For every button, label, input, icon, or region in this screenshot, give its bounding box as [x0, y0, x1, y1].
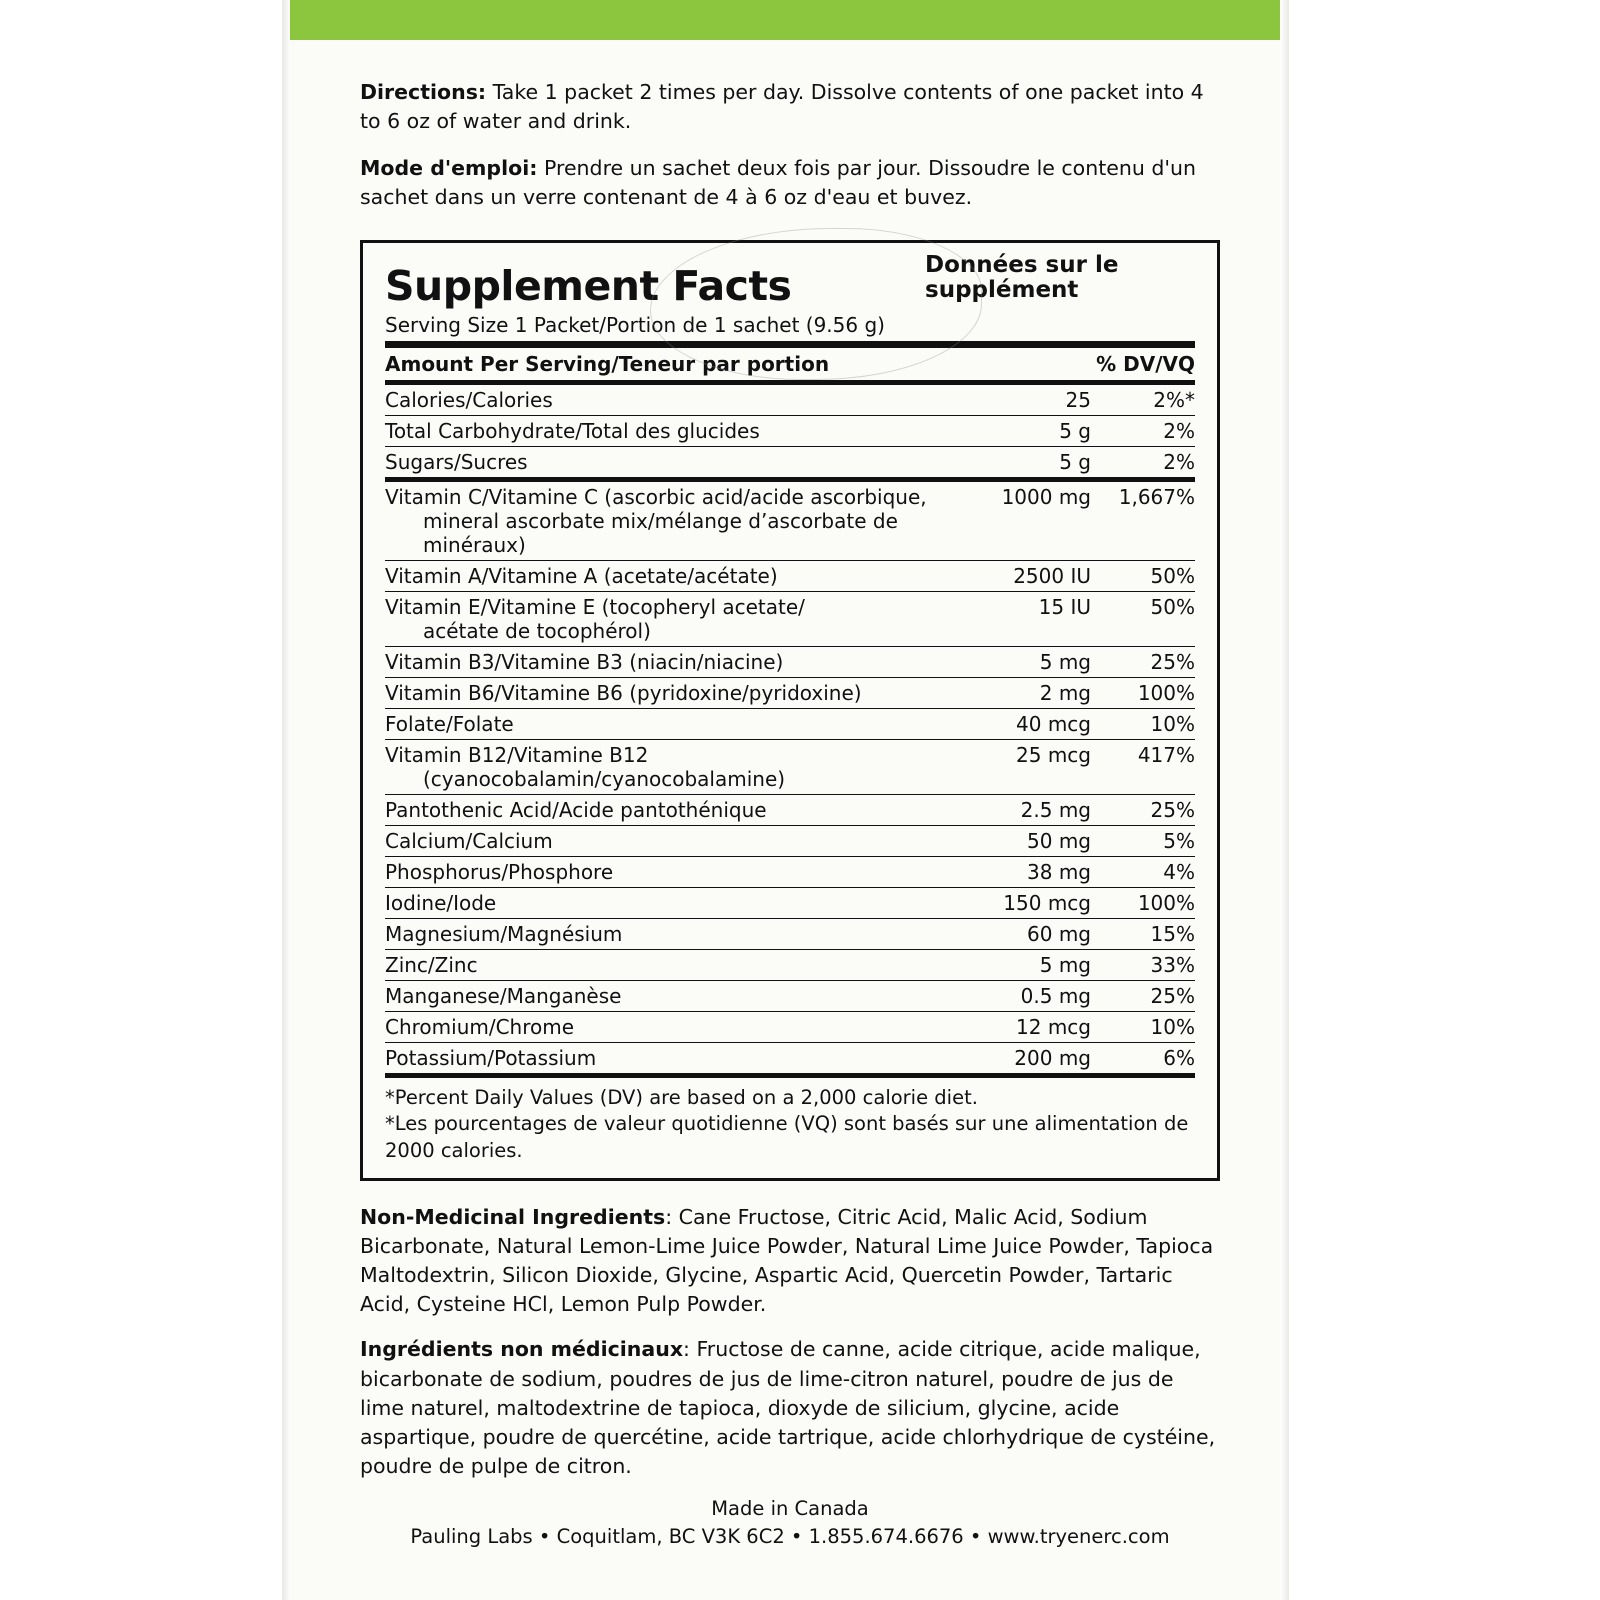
row-amount: 5 g	[961, 416, 1091, 447]
row-dv: 2%	[1091, 416, 1195, 447]
amount-per-serving-header: Amount Per Serving/Teneur par portion	[385, 352, 830, 377]
row-dv: 6%	[1091, 1043, 1195, 1074]
table-row	[385, 592, 1195, 647]
row-amount: 2.5 mg	[961, 795, 1091, 826]
row-dv: 2%*	[1153, 388, 1195, 413]
row-name: Pantothenic Acid/Acide pantothénique	[385, 795, 961, 826]
row-amount: 60 mg	[961, 919, 1091, 950]
table-row	[385, 709, 1195, 740]
row-name-line1: Vitamin E/Vitamine E (tocopheryl acetate/	[385, 595, 805, 620]
row-dv: 5%	[1091, 826, 1195, 857]
divider-thick-top	[385, 341, 1195, 348]
company-address: Pauling Labs • Coquitlam, BC V3K 6C2 • 1.855.674.6676 • www.tryenerc.com	[410, 1525, 1170, 1549]
directions-fr	[360, 154, 1220, 212]
directions-en-text: Take 1 packet 2 times per day. Dissolve contents of one packet into 4 to 6 oz of water and drink.	[360, 80, 1204, 134]
row-name	[385, 740, 961, 795]
amount-col-spacer	[961, 348, 1091, 380]
row-name-line2: acétate de tocophérol)	[423, 619, 651, 644]
row-name: Folate/Folate	[385, 709, 961, 740]
row-dv: 25%	[1091, 647, 1195, 678]
row-amount: 5 mg	[961, 950, 1091, 981]
row-name: Iodine/Iode	[385, 888, 961, 919]
row-name: Vitamin B3/Vitamine B3 (niacin/niacine)	[385, 647, 961, 678]
dv-header: % DV/VQ	[1096, 352, 1195, 377]
row-dv: 10%	[1091, 1012, 1195, 1043]
green-accent-bar	[290, 0, 1280, 40]
row-dv: 417%	[1091, 740, 1195, 795]
row-dv: 25%	[1091, 981, 1195, 1012]
table-row	[385, 678, 1195, 709]
manufacturer-footer	[360, 1495, 1220, 1552]
row-name: Sugars/Sucres	[385, 447, 961, 478]
footnote-en: *Percent Daily Values (DV) are based on a 2,000 calorie diet.	[385, 1086, 978, 1110]
row-name: Magnesium/Magnésium	[385, 919, 961, 950]
row-name: Phosphorus/Phosphore	[385, 857, 961, 888]
supplement-facts-rows	[385, 385, 1195, 477]
row-amount: 0.5 mg	[961, 981, 1091, 1012]
directions-section	[360, 78, 1220, 212]
row-name: Total Carbohydrate/Total des glucides	[385, 416, 961, 447]
table-row	[385, 1043, 1195, 1074]
row-dv: 33%	[1091, 950, 1195, 981]
row-amount: 15 IU	[961, 592, 1091, 647]
ingredients-en-label: Non-Medicinal Ingredients	[360, 1205, 666, 1230]
supplement-facts-header	[385, 252, 1195, 311]
table-row	[385, 888, 1195, 919]
serving-size: Serving Size 1 Packet/Portion de 1 sachet (9.56 g)	[385, 313, 885, 338]
panel-content	[360, 78, 1220, 1552]
directions-en	[360, 78, 1220, 136]
row-dv: 1,667%	[1118, 485, 1195, 510]
directions-en-label: Directions:	[360, 80, 487, 104]
row-name-line1: Vitamin C/Vitamine C (ascorbic acid/acide ascorbique,	[385, 485, 927, 510]
row-amount: 38 mg	[961, 857, 1091, 888]
row-name: Chromium/Chrome	[385, 1012, 961, 1043]
row-dv: 100%	[1091, 888, 1195, 919]
ingredients-en-text: : Cane Fructose, Citric Acid, Malic Acid, Sodium Bicarbonate, Natural Lemon-Lime Juice Powder, Natural Lime Juice Powder, Tapioca Maltodextrin, Silicon Dioxide, Glycine, Aspartic Acid, Quercetin Powder, Tartaric Acid, Cysteine HCl, Lemon Pulp Powder.	[360, 1205, 1214, 1317]
row-name-line2: (cyanocobalamin/cyanocobalamine)	[423, 767, 786, 792]
supplement-facts-footnotes	[385, 1078, 1195, 1164]
table-row	[385, 826, 1195, 857]
row-dv: 10%	[1091, 709, 1195, 740]
directions-fr-label: Mode d'emploi:	[360, 156, 538, 181]
table-row	[385, 561, 1195, 592]
ingredients-section	[360, 1203, 1220, 1481]
directions-fr-text: Prendre un sachet deux fois par jour. Dissoudre le contenu d'un sachet dans un verre contenant de 4 à 6 oz d'eau et buvez.	[360, 156, 1197, 210]
row-name	[385, 592, 961, 647]
supplement-facts-title-fr: Données sur le supplément	[925, 252, 1119, 304]
row-name: Manganese/Manganèse	[385, 981, 961, 1012]
row-name: Potassium/Potassium	[385, 1043, 961, 1074]
row-amount: 1000 mg	[1001, 485, 1091, 510]
table-row	[385, 919, 1195, 950]
row-amount: 50 mg	[961, 826, 1091, 857]
row-dv: 15%	[1091, 919, 1195, 950]
row-dv: 25%	[1091, 795, 1195, 826]
row-name: Calcium/Calcium	[385, 826, 961, 857]
row-amount: 200 mg	[961, 1043, 1091, 1074]
row-name: Calories/Calories	[385, 388, 553, 413]
supplement-facts-panel	[360, 240, 1220, 1181]
ingredients-fr	[360, 1335, 1220, 1481]
row-amount: 5 mg	[961, 647, 1091, 678]
row-amount: 12 mcg	[961, 1012, 1091, 1043]
row-name: Vitamin B6/Vitamine B6 (pyridoxine/pyridoxine)	[385, 678, 961, 709]
table-row	[385, 740, 1195, 795]
made-in-text: Made in Canada	[711, 1497, 869, 1521]
table-row	[385, 981, 1195, 1012]
row-name-line1: Vitamin B12/Vitamine B12	[385, 743, 649, 768]
supplement-facts-title: Supplement Facts	[385, 262, 792, 311]
ingredients-fr-text: : Fructose de canne, acide citrique, acide malique, bicarbonate de sodium, poudres de jus de lime-citron naturel, poudre de jus de lime naturel, maltodextrine de tapioca, dioxyde de silicium, glycine, acide aspartique, poudre de quercétine, acide tartrique, acide chlorhydrique de cystéine, poudre de pulpe de citron.	[360, 1337, 1216, 1478]
row-name-line2: mineral ascorbate mix/mélange d’ascorbate de minéraux)	[423, 509, 898, 558]
table-row	[385, 482, 1195, 561]
row-dv: 100%	[1091, 678, 1195, 709]
table-row	[385, 647, 1195, 678]
row-name: Vitamin A/Vitamine A (acetate/acétate)	[385, 561, 961, 592]
row-dv: 2%	[1091, 447, 1195, 478]
ingredients-fr-label: Ingrédients non médicinaux	[360, 1337, 684, 1362]
row-name	[385, 482, 961, 561]
row-amount: 25 mcg	[961, 740, 1091, 795]
row-amount: 150 mcg	[961, 888, 1091, 919]
supplement-facts-table	[385, 348, 1195, 380]
row-amount: 5 g	[961, 447, 1091, 478]
row-amount: 25	[1065, 388, 1091, 413]
row-dv: 50%	[1091, 592, 1195, 647]
table-row	[385, 1012, 1195, 1043]
table-row	[385, 857, 1195, 888]
row-amount: 40 mcg	[961, 709, 1091, 740]
table-row	[385, 447, 1195, 478]
ingredients-en	[360, 1203, 1220, 1319]
product-box-back-panel	[290, 0, 1280, 1600]
supplement-facts-vitamins	[385, 482, 1195, 1073]
table-header-row	[385, 348, 1195, 380]
row-amount: 2500 IU	[961, 561, 1091, 592]
footnote-fr: *Les pourcentages de valeur quotidienne (VQ) sont basés sur une alimentation de 2000 calories.	[385, 1112, 1189, 1162]
table-row	[385, 950, 1195, 981]
row-amount: 2 mg	[961, 678, 1091, 709]
table-row	[385, 795, 1195, 826]
row-dv: 4%	[1091, 857, 1195, 888]
table-row	[385, 416, 1195, 447]
row-dv: 50%	[1091, 561, 1195, 592]
right-edge-shadow	[1280, 0, 1289, 1600]
row-name: Zinc/Zinc	[385, 950, 961, 981]
table-row	[385, 385, 1195, 416]
